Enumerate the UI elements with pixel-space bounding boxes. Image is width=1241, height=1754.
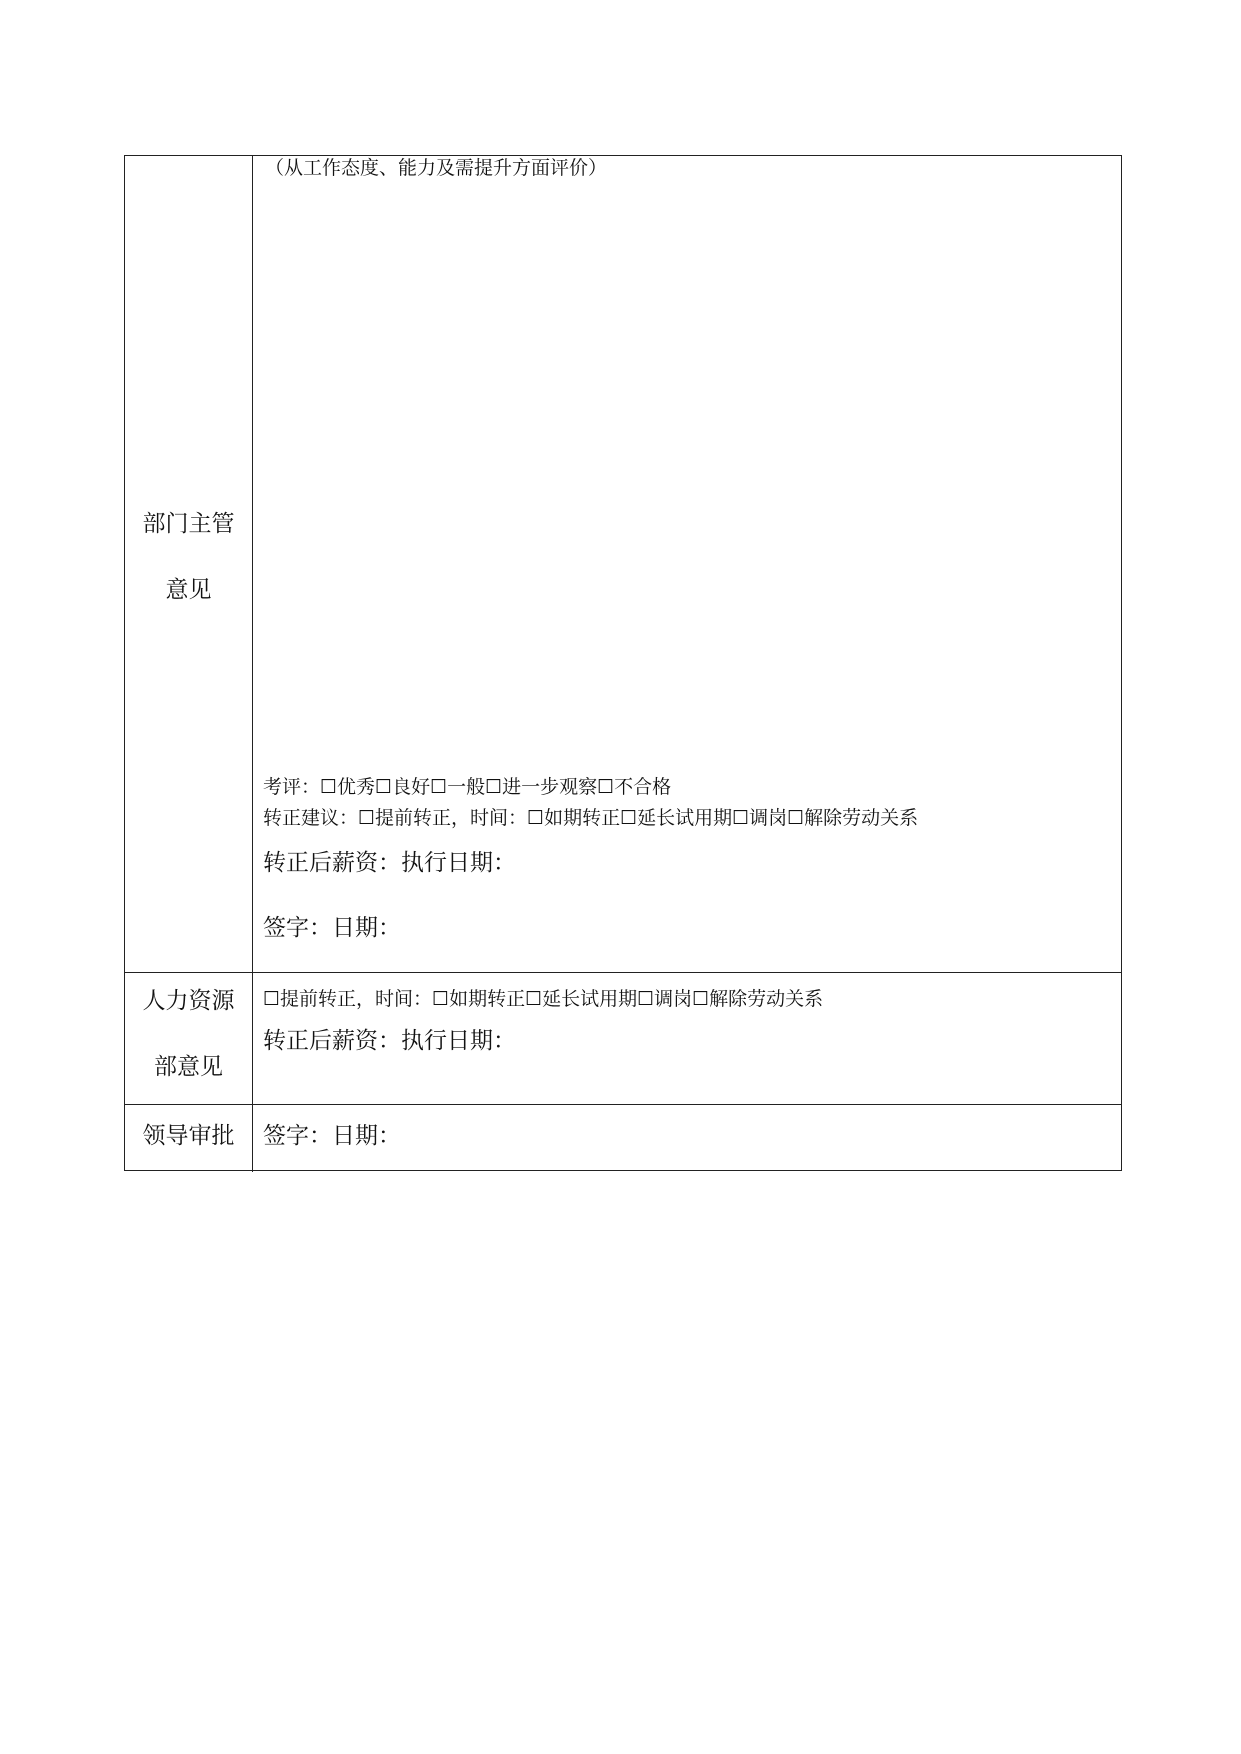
- dept-manager-label-cell: [125, 156, 253, 972]
- dept-manager-content-cell[interactable]: [253, 156, 1121, 972]
- hr-label-line1: 人力资源: [142, 988, 235, 1014]
- probation-suggestion-options[interactable]: 转正建议：☐提前转正，时间：☐如期转正☐延长试用期☐调岗☐解除劳动关系: [263, 807, 919, 829]
- leader-label-cell: [125, 1105, 253, 1172]
- dept-manager-label-line1: 部门主管: [142, 511, 235, 537]
- hr-label-cell: [125, 973, 253, 1104]
- hr-row: [125, 973, 1121, 1105]
- evaluation-instruction: （从工作态度、能力及需提升方面评价）: [265, 157, 608, 179]
- hr-content-cell[interactable]: [253, 973, 1121, 1104]
- dept-salary-field[interactable]: 转正后薪资：执行日期：: [263, 850, 516, 876]
- leader-label: 领导审批: [142, 1123, 235, 1149]
- probation-review-table: [124, 155, 1122, 1171]
- leader-content-cell[interactable]: [253, 1105, 1121, 1172]
- dept-manager-row: [125, 156, 1121, 973]
- hr-options[interactable]: ☐提前转正，时间：☐如期转正☐延长试用期☐调岗☐解除劳动关系: [263, 988, 824, 1010]
- hr-label-line2: 部意见: [154, 1054, 223, 1080]
- rating-options[interactable]: 考评：☐优秀☐良好☐一般☐进一步观察☐不合格: [263, 776, 672, 798]
- leader-row: [125, 1105, 1121, 1172]
- leader-signature-field[interactable]: 签字：日期：: [263, 1123, 401, 1149]
- dept-signature-field[interactable]: 签字：日期：: [263, 915, 401, 941]
- hr-salary-field[interactable]: 转正后薪资：执行日期：: [263, 1028, 516, 1054]
- dept-manager-label-line2: 意见: [165, 577, 212, 603]
